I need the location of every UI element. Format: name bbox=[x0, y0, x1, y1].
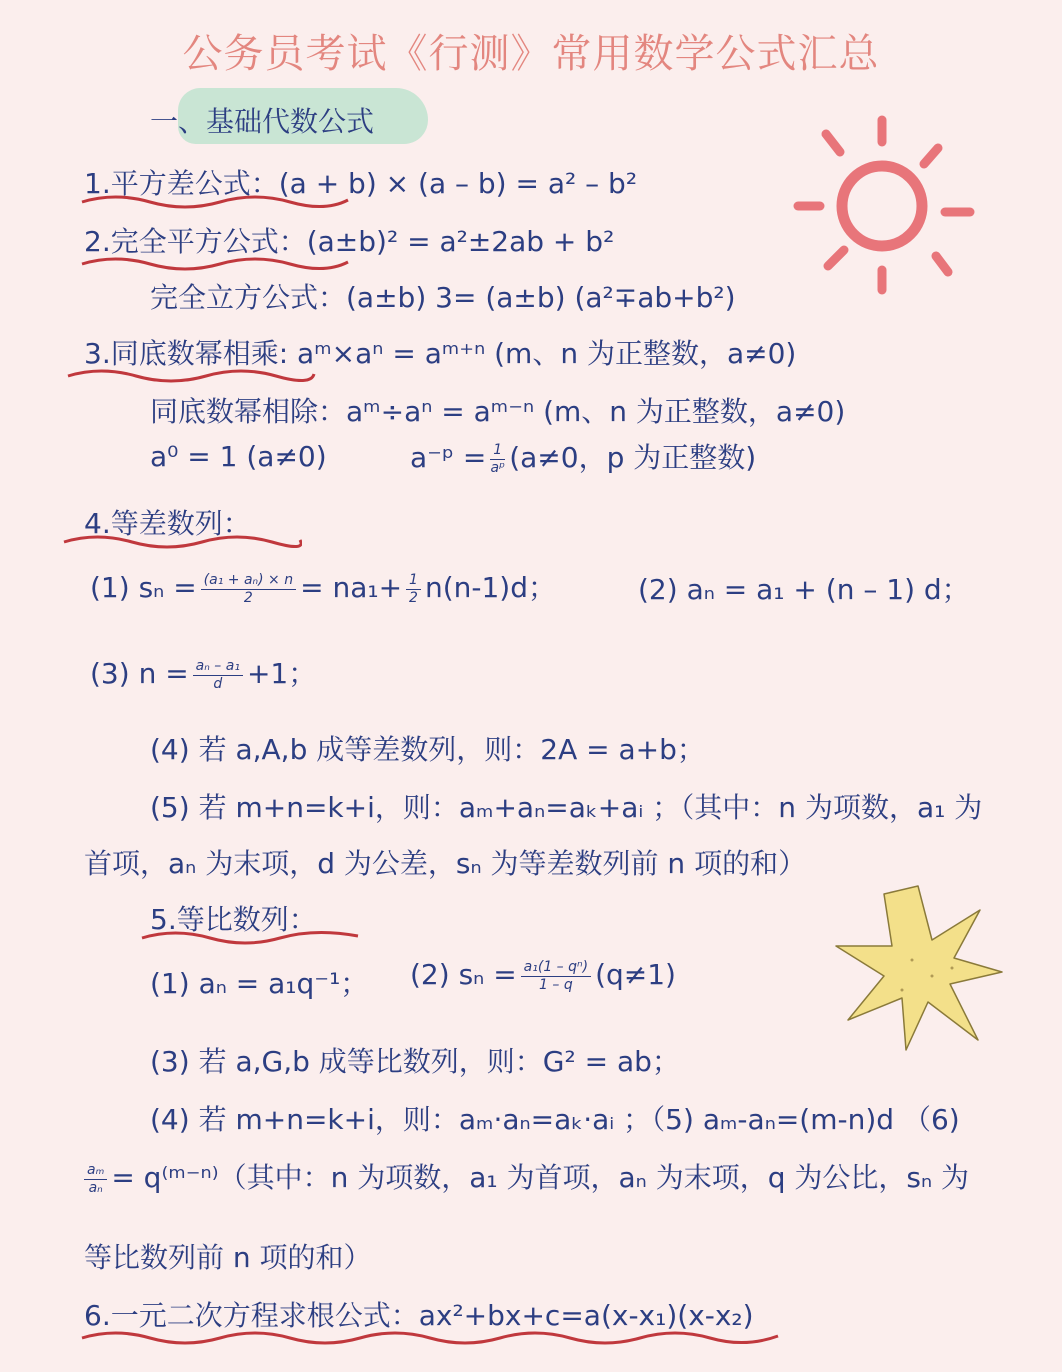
star-icon bbox=[832, 880, 1007, 1055]
fraction-numerator: (a₁ + aₙ) × n bbox=[201, 572, 296, 590]
formula-arithmetic-sum bbox=[90, 566, 556, 607]
formula-negative-power-condition: (a≠0，p 为正整数) bbox=[509, 441, 757, 474]
fraction-half bbox=[406, 572, 421, 607]
formula-power-divide: 同底数幂相除：aᵐ÷aⁿ = aᵐ⁻ⁿ (m、n 为正整数，a≠0) bbox=[150, 395, 846, 428]
formula-arithmetic-property: (5) 若 m+n=k+i，则：aₘ+aₙ=aₖ+aᵢ ；（其中：n 为项数，a₁ 为 bbox=[150, 791, 983, 824]
formula-arithmetic-n bbox=[90, 652, 316, 693]
formula-geometric-mean: (3) 若 a,G,b 成等比数列，则：G² = ab； bbox=[150, 1045, 680, 1078]
fraction bbox=[490, 442, 505, 477]
formula-geometric-nth-term: (1) aₙ = a₁q⁻¹； bbox=[150, 967, 369, 1000]
heading-arithmetic-sequence: 4.等差数列： bbox=[84, 507, 251, 540]
fraction-denominator: 1 – q bbox=[539, 976, 573, 993]
formula-quadratic-roots: 6.一元二次方程求根公式：ax²+bx+c=a(x-x₁)(x-x₂) bbox=[84, 1299, 754, 1332]
formula-negative-power bbox=[410, 436, 756, 477]
formula-arithmetic-sum-lhs: (1) sₙ = bbox=[90, 571, 197, 604]
page-title: 公务员考试《行测》常用数学公式汇总 bbox=[182, 31, 880, 77]
section-heading-algebra: 一、基础代数公式 bbox=[150, 105, 375, 138]
formula-arithmetic-sum-rhs: n(n-1)d； bbox=[424, 571, 557, 604]
fraction bbox=[193, 658, 243, 693]
fraction bbox=[84, 1162, 107, 1197]
formula-power-multiply: 3.同底数幂相乘: aᵐ×aⁿ = aᵐ⁺ⁿ (m、n 为正整数，a≠0) bbox=[84, 337, 797, 370]
formula-perfect-cube: 完全立方公式：(a±b) 3= (a±b) (a²∓ab+b²) bbox=[150, 281, 736, 314]
fraction-denominator: 2 bbox=[243, 589, 253, 606]
fraction-numerator: 1 bbox=[406, 572, 421, 590]
sun-icon bbox=[790, 108, 980, 298]
formula-zero-power: a⁰ = 1 (a≠0) bbox=[150, 440, 327, 473]
heading-geometric-sequence: 5.等比数列： bbox=[150, 903, 317, 936]
formula-arithmetic-sum-mid: = na₁+ bbox=[300, 571, 403, 604]
fraction-denominator: d bbox=[213, 675, 223, 692]
formula-arithmetic-n-lhs: (3) n = bbox=[90, 657, 189, 690]
formula-arithmetic-nth-term: (2) aₙ = a₁ + (n – 1) d； bbox=[638, 573, 970, 606]
formula-geometric-sum-lhs: (2) sₙ = bbox=[410, 958, 517, 991]
formula-geometric-sum bbox=[410, 958, 676, 994]
fraction bbox=[201, 572, 296, 607]
fraction-denominator: aᵖ bbox=[490, 459, 506, 476]
note-arithmetic-terms: 首项，aₙ 为末项，d 为公差，sₙ 为等差数列前 n 项的和） bbox=[84, 847, 807, 880]
fraction bbox=[521, 959, 591, 994]
formula-geometric-ratio bbox=[84, 1156, 969, 1197]
fraction-numerator: aₙ – a₁ bbox=[193, 658, 243, 676]
fraction-numerator: a₁(1 – qⁿ) bbox=[521, 959, 591, 977]
fraction-denominator: aₙ bbox=[88, 1179, 103, 1196]
formula-perfect-square: 2.完全平方公式：(a±b)² = a²±2ab + b² bbox=[84, 225, 615, 258]
fraction-numerator: aₘ bbox=[84, 1162, 107, 1180]
formula-difference-of-squares: 1.平方差公式：(a + b) × (a – b) = a² – b² bbox=[84, 167, 638, 200]
formula-geometric-sum-condition: (q≠1) bbox=[595, 958, 676, 991]
formula-arithmetic-mean: (4) 若 a,A,b 成等差数列，则：2A = a+b； bbox=[150, 733, 705, 766]
fraction-numerator: 1 bbox=[490, 442, 505, 460]
note-geometric-terms: 等比数列前 n 项的和） bbox=[84, 1241, 372, 1274]
fraction-denominator: 2 bbox=[409, 589, 418, 606]
formula-negative-power-lhs: a⁻ᵖ = bbox=[410, 441, 487, 474]
formula-arithmetic-n-rhs: +1； bbox=[246, 657, 317, 690]
formula-geometric-ratio-rhs: = q⁽ᵐ⁻ⁿ⁾（其中：n 为项数，a₁ 为首项，aₙ 为末项，q 为公比，sₙ 为 bbox=[111, 1161, 970, 1194]
formula-geometric-property: (4) 若 m+n=k+i，则：aₘ·aₙ=aₖ·aᵢ ；（5) aₘ-aₙ=(m-n)d （6) bbox=[150, 1103, 960, 1136]
